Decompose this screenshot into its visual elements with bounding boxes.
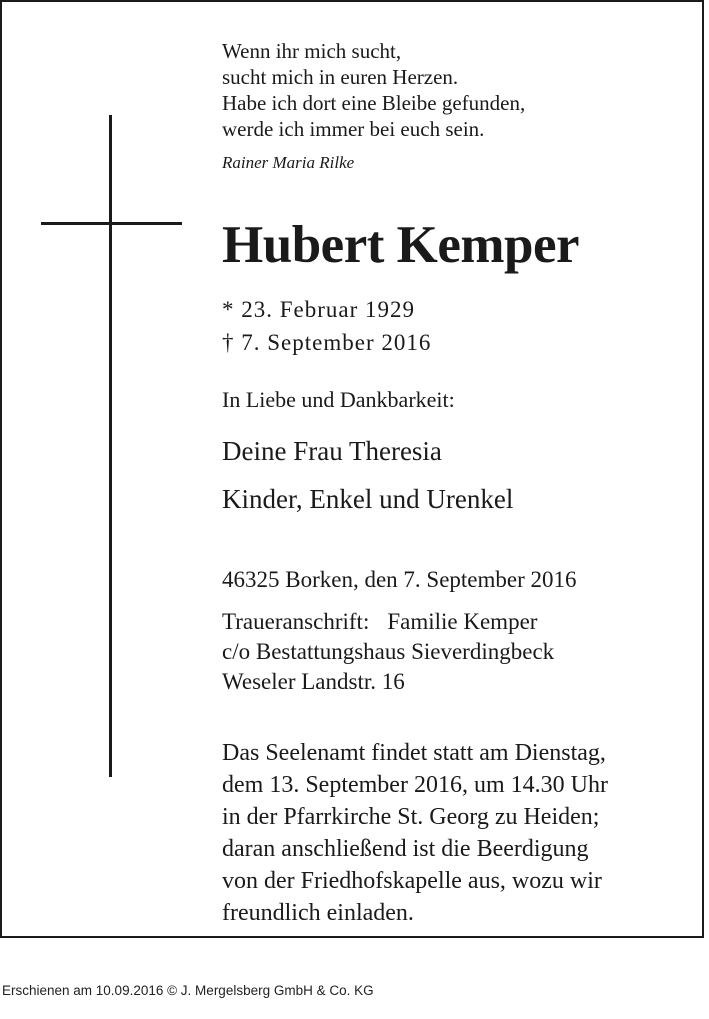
service-line: in der Pfarrkirche St. Georg zu Heiden; <box>222 804 600 830</box>
birth-date: * 23. Februar 1929 <box>222 297 416 322</box>
place-and-date: 46325 Borken, den 7. September 2016 <box>222 567 577 592</box>
poem <box>222 38 525 142</box>
poem-line: Wenn ihr mich sucht, <box>222 39 402 63</box>
service-line: dem 13. September 2016, um 14.30 Uhr <box>222 772 608 798</box>
service-line: freundlich einladen. <box>222 900 414 926</box>
address-line-1: Familie Kemper <box>387 609 538 634</box>
cross-vertical-bar <box>109 115 112 777</box>
life-dates <box>222 293 431 359</box>
cross-horizontal-bar <box>41 222 182 225</box>
service-line: Das Seelenamt findet statt am Dienstag, <box>222 740 606 766</box>
mourners-list <box>222 427 513 523</box>
mourning-address <box>222 607 554 697</box>
death-date: † 7. September 2016 <box>222 330 432 355</box>
service-line: von der Friedhofskapelle aus, wozu wir <box>222 868 602 894</box>
publication-footer: Erschienen am 10.09.2016 © J. Mergelsberg GmbH & Co. KG <box>2 983 374 998</box>
mourner-line: Deine Frau Theresia <box>222 436 442 466</box>
service-line: daran anschließend ist die Beerdigung <box>222 836 589 862</box>
mourners-intro: In Liebe und Dankbarkeit: <box>222 387 455 412</box>
mourner-line: Kinder, Enkel und Urenkel <box>222 484 514 514</box>
poem-line: sucht mich in euren Herzen. <box>222 65 459 89</box>
deceased-name: Hubert Kemper <box>222 216 580 274</box>
address-line-2: c/o Bestattungshaus Sieverdingbeck <box>222 639 555 664</box>
poem-line: werde ich immer bei euch sein. <box>222 117 485 141</box>
service-details <box>222 737 608 929</box>
address-label: Traueranschrift: <box>222 609 370 634</box>
poem-author: Rainer Maria Rilke <box>222 153 355 172</box>
poem-line: Habe ich dort eine Bleibe gefunden, <box>222 91 526 115</box>
address-line-3: Weseler Landstr. 16 <box>222 669 405 694</box>
